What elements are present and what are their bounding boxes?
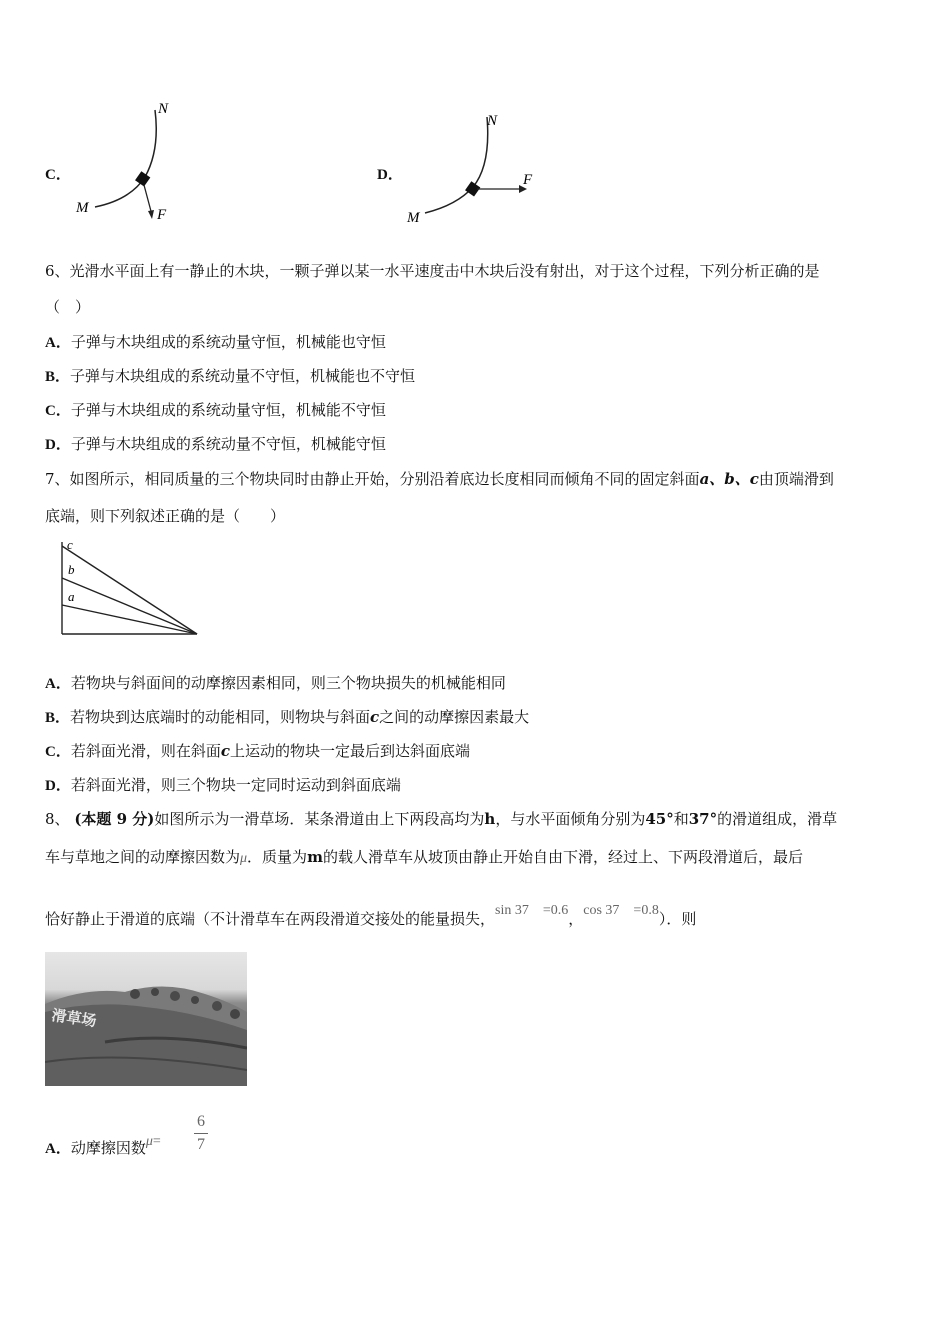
figure-c-n-label: N bbox=[158, 101, 169, 117]
q8-line3 bbox=[45, 903, 697, 931]
q8-h: h bbox=[484, 810, 496, 828]
option-var: c bbox=[370, 708, 380, 726]
q7-stem-b: 由顶端滑到 bbox=[758, 470, 834, 488]
option-label: A． bbox=[45, 1141, 71, 1157]
incline-a-label: a bbox=[68, 589, 75, 604]
option-text: 子弹与木块组成的系统动量守恒，机械能不守恒 bbox=[70, 401, 386, 419]
q6-option-d[interactable] bbox=[45, 434, 386, 455]
option-text-pre: 若斜面光滑，则在斜面 bbox=[70, 742, 221, 760]
option-eq: = bbox=[152, 1134, 161, 1149]
q7-option-b[interactable] bbox=[45, 707, 529, 728]
q8-m: m bbox=[307, 848, 323, 866]
q8-line3b: ）．则 bbox=[658, 910, 697, 928]
figure-c-m-label: M bbox=[76, 200, 89, 216]
q8-line1 bbox=[45, 809, 837, 829]
figure-d-m-label: M bbox=[407, 210, 420, 226]
photo-sign-text: 滑草场 bbox=[50, 1006, 98, 1031]
q6-option-b[interactable] bbox=[45, 366, 415, 387]
option-text: 子弹与木块组成的系统动量不守恒，机械能守恒 bbox=[70, 435, 386, 453]
option-mu: μ bbox=[145, 1134, 153, 1149]
incline-b-label: b bbox=[68, 562, 75, 577]
q8-sin: sin 37 =0.6 bbox=[495, 903, 569, 918]
fraction-numerator: 6 bbox=[197, 1113, 205, 1130]
incline-c-label: c bbox=[67, 538, 73, 552]
figure-c bbox=[60, 95, 190, 235]
q8-option-a[interactable] bbox=[45, 1134, 161, 1160]
fraction-denominator: 7 bbox=[197, 1136, 205, 1153]
fraction bbox=[194, 1113, 208, 1154]
q8-line2a: 车与草地之间的动摩擦因数为 bbox=[45, 848, 241, 866]
q7-stem-line1 bbox=[45, 469, 834, 489]
q8-line1b: ，与水平面倾角分别为 bbox=[495, 810, 646, 828]
figure-d-f-label: F bbox=[523, 172, 533, 188]
q8-num: 8、 bbox=[45, 810, 70, 828]
option-text-post: 上运动的物块一定最后到达斜面底端 bbox=[230, 742, 471, 760]
figure-c-label: C． bbox=[45, 167, 71, 183]
q6-paren: （ ） bbox=[45, 298, 91, 316]
q7-stem-vars: a、b、c bbox=[699, 470, 759, 488]
option-label: A． bbox=[45, 676, 71, 692]
option-text-pre: 若物块到达底端时的动能相同，则物块与斜面 bbox=[70, 708, 371, 726]
q8-and: 和 bbox=[673, 810, 689, 828]
q8-mu: μ bbox=[240, 851, 248, 866]
option-label: B． bbox=[45, 710, 71, 726]
q8-cos: cos 37 =0.8 bbox=[583, 903, 659, 918]
q6-stem: 6、光滑水平面上有一静止的木块，一颗子弹以某一水平速度击中木块后没有射出，对于这个过程，下列分析正确的是 bbox=[45, 262, 820, 280]
q6-option-c[interactable] bbox=[45, 400, 386, 421]
option-text: 子弹与木块组成的系统动量守恒，机械能也守恒 bbox=[70, 333, 386, 351]
grass-ski-photo bbox=[45, 952, 247, 1086]
option-text: 若物块与斜面间的动摩擦因素相同，则三个物块损失的机械能相同 bbox=[70, 674, 506, 692]
fraction-bar bbox=[194, 1133, 208, 1134]
figure-d-label: D． bbox=[377, 167, 403, 183]
figure-c-f-label: F bbox=[157, 207, 167, 223]
q7-inclines-figure bbox=[55, 538, 205, 638]
option-label: D． bbox=[45, 778, 71, 794]
q8-line2b: ．质量为 bbox=[247, 848, 308, 866]
option-var: c bbox=[220, 742, 230, 760]
photo-scene bbox=[45, 952, 247, 1086]
option-label: C． bbox=[45, 403, 71, 419]
q7-option-c[interactable] bbox=[45, 741, 470, 762]
q7-stem-a: 7、如图所示，相同质量的三个物块同时由静止开始，分别沿着底边长度相同而倾角不同的固定斜面 bbox=[45, 470, 700, 488]
q8-deg37: 37° bbox=[688, 810, 718, 828]
option-label: A． bbox=[45, 335, 71, 351]
q8-line3a: 恰好静止于滑道的底端（不计滑草车在两段滑道交接处的能量损失， bbox=[45, 910, 496, 928]
option-text-post: 之间的动摩擦因素最大 bbox=[379, 708, 530, 726]
q8-line1-text: 如图所示为一滑草场．某条滑道由上下两段高均为 bbox=[154, 810, 485, 828]
option-text: 动摩擦因数 bbox=[70, 1139, 146, 1157]
q8-deg45: 45° bbox=[645, 810, 674, 828]
option-label: D． bbox=[45, 437, 71, 453]
q7-stem-line2: 底端，则下列叙述正确的是（ ） bbox=[45, 507, 286, 525]
figure-d bbox=[395, 105, 555, 235]
q8-line1c: 的滑道组成，滑草 bbox=[717, 810, 838, 828]
figure-d-n-label: N bbox=[487, 113, 498, 129]
q8-comma: ， bbox=[568, 910, 584, 928]
q6-option-a[interactable] bbox=[45, 332, 386, 353]
option-label: C． bbox=[45, 744, 71, 760]
q8-line2c: 的载人滑草车从坡顶由静止开始自由下滑，经过上、下两段滑道后，最后 bbox=[322, 848, 803, 866]
option-text: 若斜面光滑，则三个物块一定同时运动到斜面底端 bbox=[70, 776, 401, 794]
option-text: 子弹与木块组成的系统动量不守恒，机械能也不守恒 bbox=[70, 367, 416, 385]
q7-option-d[interactable] bbox=[45, 775, 401, 796]
q8-score: (本题 9 分) bbox=[74, 810, 155, 828]
q7-option-a[interactable] bbox=[45, 673, 506, 694]
option-label: B． bbox=[45, 369, 71, 385]
q8-line2 bbox=[45, 847, 803, 869]
